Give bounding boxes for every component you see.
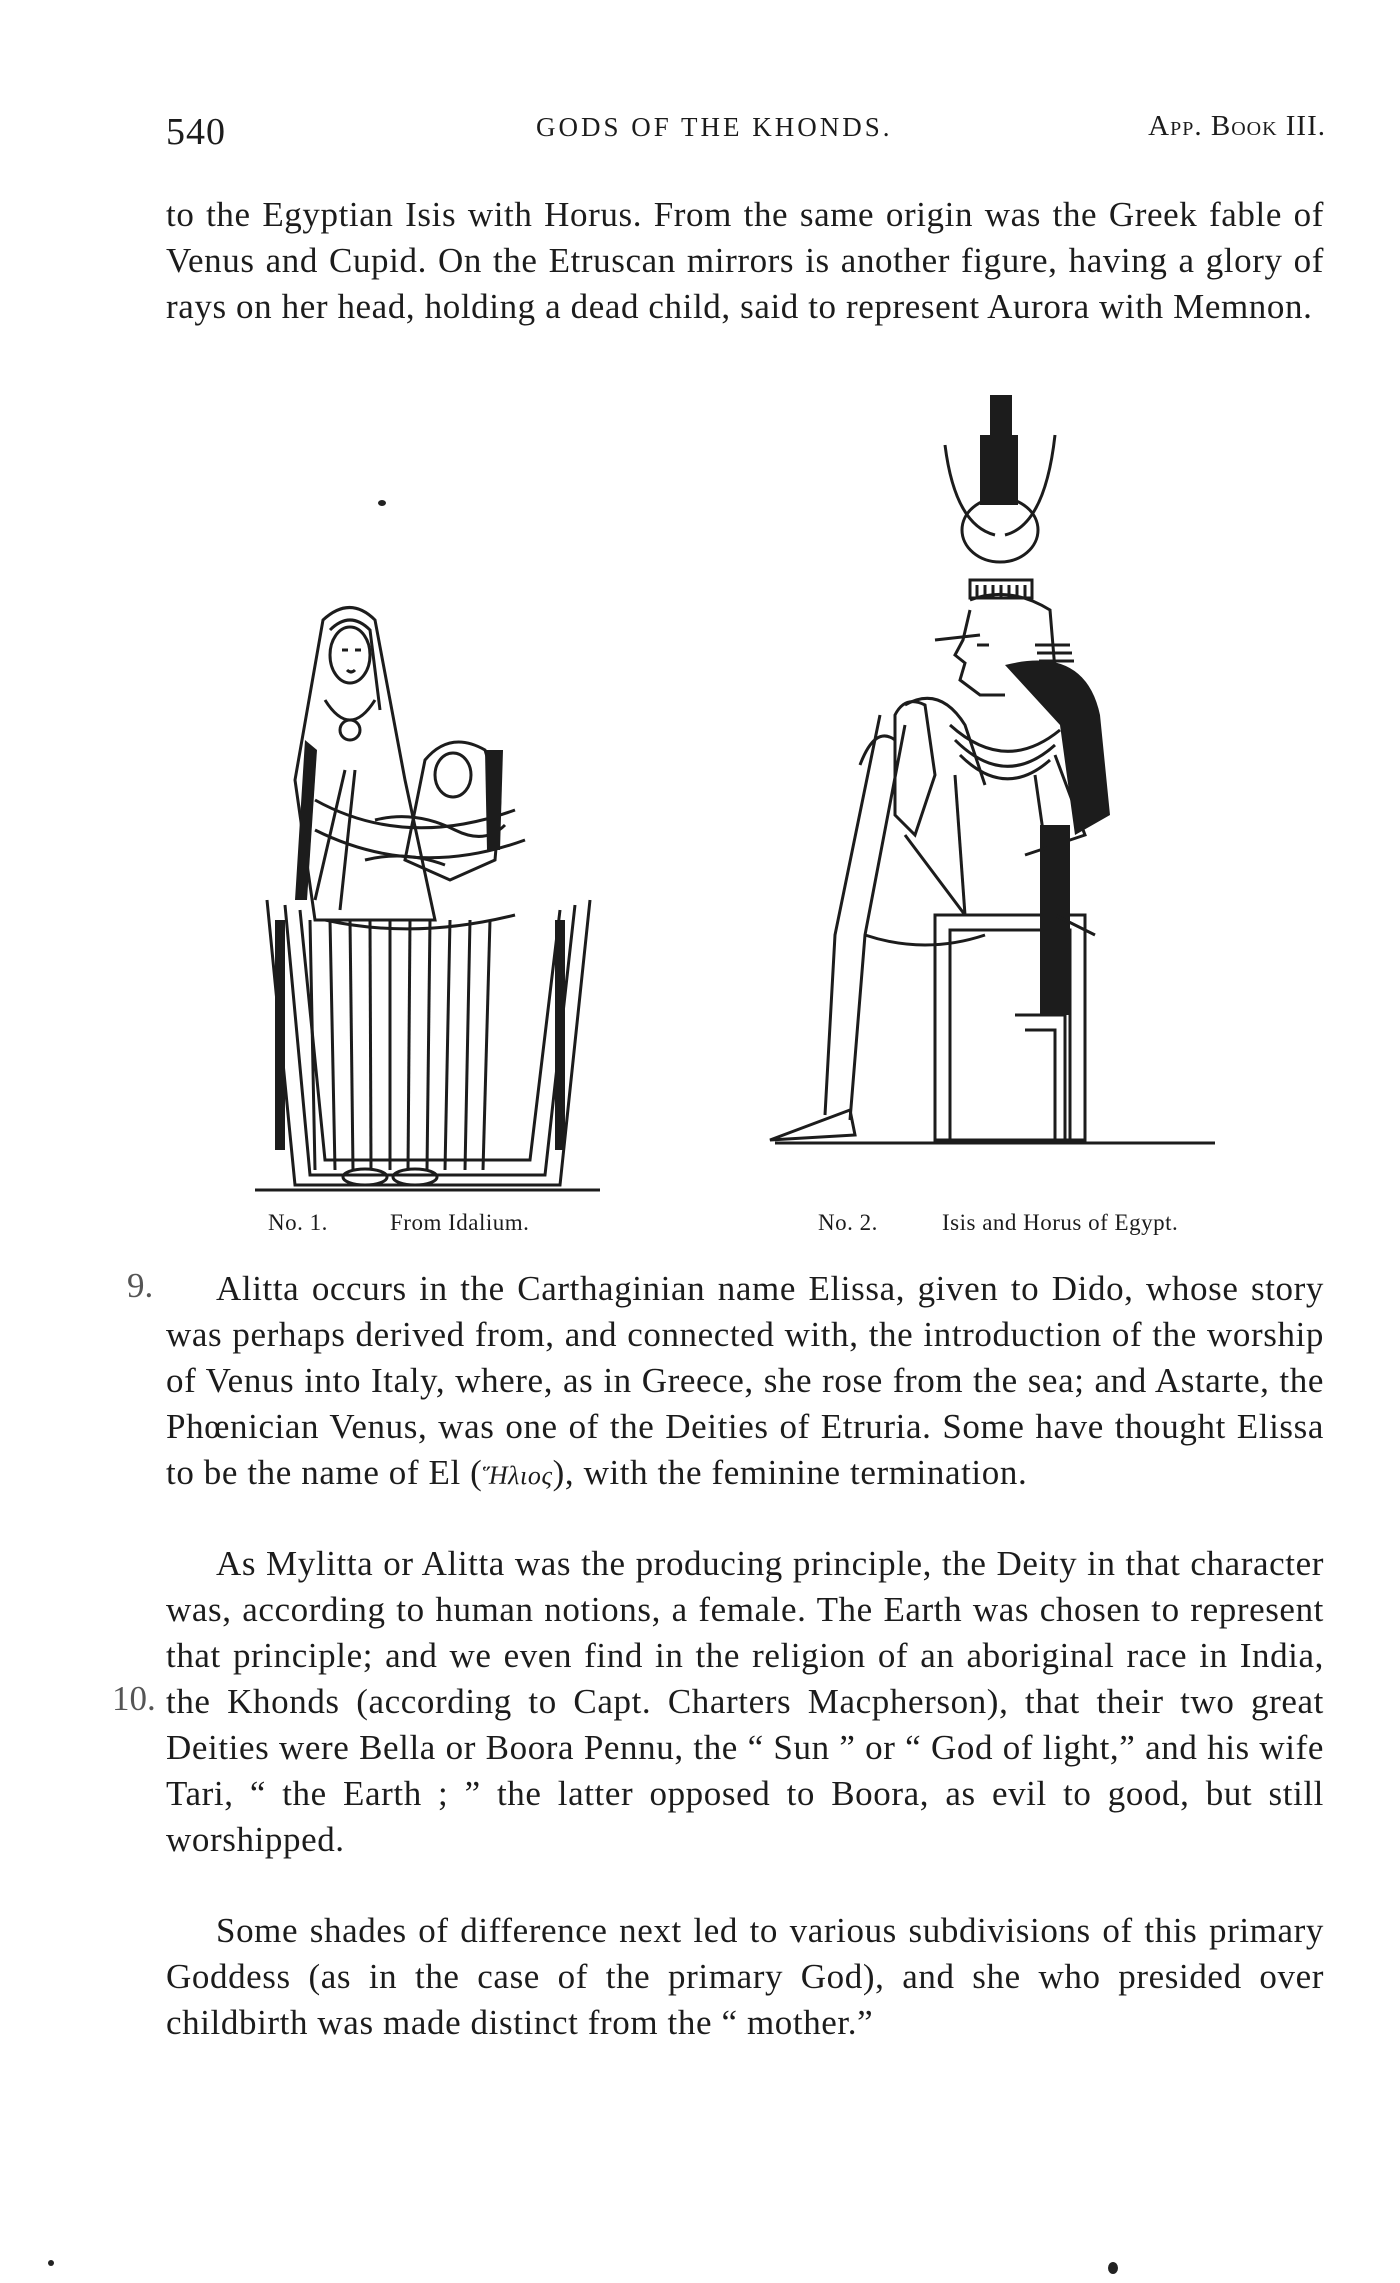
- running-title: GODS OF THE KHONDS.: [536, 112, 893, 142]
- paragraph-isis-horus: to the Egyptian Isis with Horus. From the same origin was the Greek fable of Venus and Cupid. On the Etruscan mirrors is another figure, having a glory of rays on her head, holding a dead child, said to represent Aurora with Memnon.: [166, 195, 1324, 326]
- running-head: [166, 108, 1326, 153]
- margin-note-10: 10.: [112, 1679, 156, 1718]
- alitta-text-after: ), with the feminine termination.: [552, 1453, 1028, 1492]
- margin-note-9: 9.: [127, 1266, 154, 1305]
- figure-1-number: No. 1.: [268, 1210, 328, 1235]
- greek-helios: Ἥλιος: [482, 1461, 553, 1490]
- figure-2-caption: Isis and Horus of Egypt.: [942, 1210, 1179, 1235]
- ink-speck: [378, 500, 386, 506]
- ink-speck: [1108, 2262, 1118, 2274]
- page-number: 540: [166, 111, 226, 153]
- paragraph-shades: Some shades of difference next led to various subdivisions of this primary Goddess (as in the case of the primary God), and she who presided over childbirth was made distinct from the “ mother.”: [166, 1911, 1324, 2042]
- paragraph-alitta: [166, 1266, 1324, 1499]
- section-label: App. Book III.: [1148, 110, 1326, 142]
- alitta-text-before: Alitta occurs in the Carthaginian name Elissa, given to Dido, whose story was perhaps derived from, and connected with, the introduction of the worship of Venus into Italy, where, as in Greece, she rose from the sea; and Astarte, the Phœnician Venus, was one of the Deities of Etruria. Some have thought Elissa to be the name of El (: [166, 1269, 1324, 1492]
- figure-isis-horus-illustration: [755, 395, 1225, 1195]
- figure-1-caption: From Idalium.: [390, 1210, 530, 1235]
- paragraph-mylitta: As Mylitta or Alitta was the producing principle, the Deity in that character was, according to human notions, a female. The Earth was chosen to represent that principle; and we even find in the religion of an aboriginal race in India, the Khonds (according to Capt. Charters Macpherson), that their two great Deities were Bella or Boora Pennu, the “ Sun ” or “ God of light,” and his wife Tari, “ the Earth ; ” the latter opposed to Boora, as evil to good, but still worshipped.: [166, 1544, 1324, 1859]
- figure-2-number: No. 2.: [818, 1210, 878, 1235]
- ink-speck: [48, 2260, 54, 2266]
- figure-idalium-illustration: [255, 600, 600, 1200]
